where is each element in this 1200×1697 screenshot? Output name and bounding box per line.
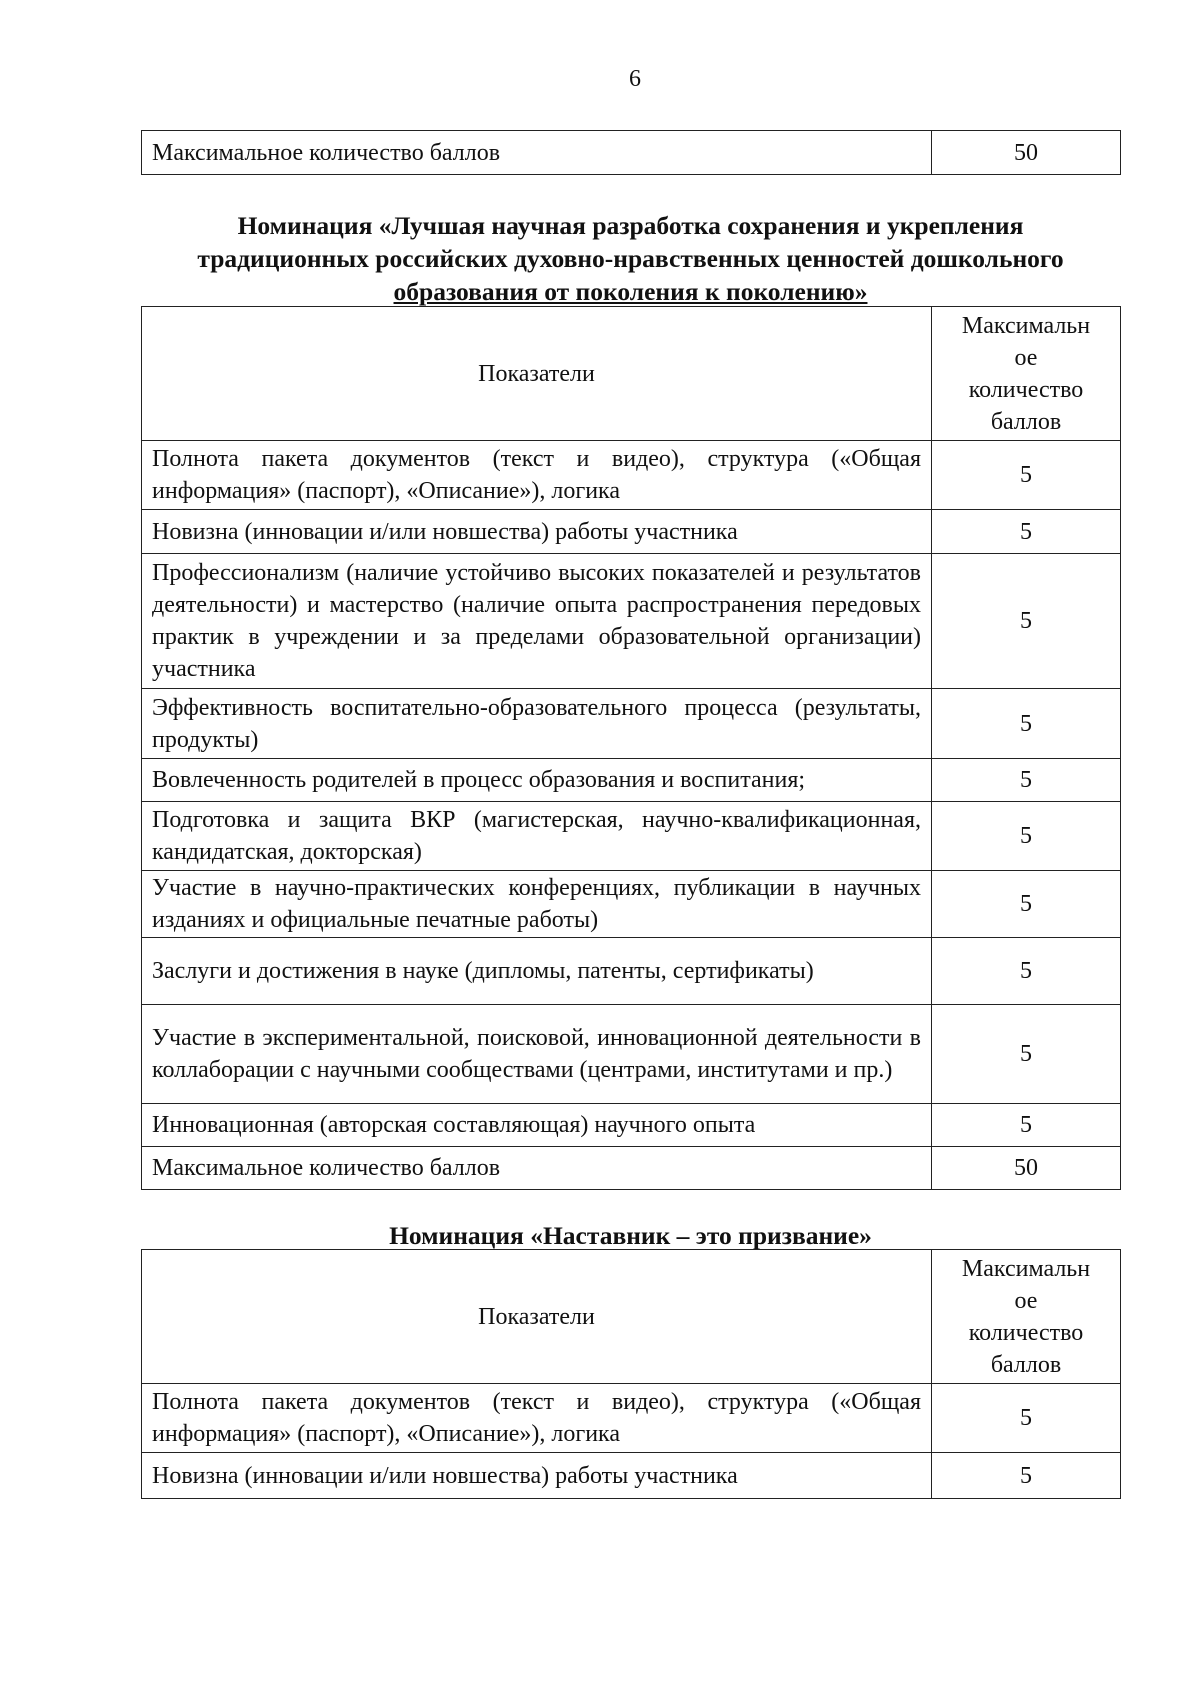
table-row [142, 938, 1121, 1005]
column-header-max-score [932, 307, 1121, 441]
title-line-wrap [141, 275, 1120, 308]
row-value: 5 [932, 938, 1121, 1005]
table-row [142, 554, 1121, 689]
header-line: Максимальн [961, 1255, 1091, 1282]
header-line: Максимальн [961, 312, 1091, 339]
row-value: 5 [932, 871, 1121, 938]
row-text: Новизна (инновации и/или новшества) работы участника [142, 510, 932, 554]
table-row [142, 1005, 1121, 1104]
row-text: Инновационная (авторская составляющая) научного опыта [142, 1104, 932, 1147]
row-text: Новизна (инновации и/или новшества) работы участника [142, 1453, 932, 1499]
row-text: Максимальное количество баллов [142, 1147, 932, 1190]
top-score-table [141, 130, 1121, 175]
row-value: 5 [932, 759, 1121, 802]
row-label: Максимальное количество баллов [142, 131, 932, 175]
row-text: Эффективность воспитательно-образовательного процесса (результаты, продукты) [142, 689, 932, 759]
table-row [142, 1147, 1121, 1190]
table-row [142, 131, 1121, 175]
row-value: 50 [932, 1147, 1121, 1190]
header-line: количество [968, 376, 1084, 403]
table-row [142, 1104, 1121, 1147]
header-line: ое [1014, 344, 1038, 371]
title-line: традиционных российских духовно-нравственных ценностей дошкольного [197, 244, 1064, 273]
title-line: Номинация «Наставник – это призвание» [389, 1221, 872, 1250]
row-text: Профессионализм (наличие устойчиво высоких показателей и результатов деятельности) и мастерство (наличие опыта распространения передовых практик в учреждении и за пределами образовательной организации) участника [142, 554, 932, 689]
row-text: Подготовка и защита ВКР (магистерская, научно-квалификационная, кандидатская, докторская) [142, 802, 932, 871]
table-header-row [142, 307, 1121, 441]
table-row [142, 1384, 1121, 1453]
row-text: Полнота пакета документов (текст и видео), структура («Общая информация» (паспорт), «Описание»), логика [142, 441, 932, 510]
title-line: Номинация «Лучшая научная разработка сохранения и укрепления [237, 211, 1024, 240]
table-row [142, 689, 1121, 759]
column-header-max-score [932, 1250, 1121, 1384]
nomination-1-title [141, 209, 1120, 308]
row-value: 5 [932, 1453, 1121, 1499]
row-text: Участие в экспериментальной, поисковой, инновационной деятельности в коллаборации с научными сообществами (центрами, институтами и пр.) [142, 1005, 932, 1104]
table-row [142, 510, 1121, 554]
row-value: 5 [932, 1005, 1121, 1104]
row-value: 50 [932, 131, 1121, 175]
column-header-indicators: Показатели [142, 307, 932, 441]
nomination-2-table [141, 1249, 1121, 1499]
row-value: 5 [932, 510, 1121, 554]
row-value: 5 [932, 554, 1121, 689]
table-row [142, 759, 1121, 802]
row-value: 5 [932, 1384, 1121, 1453]
column-header-indicators: Показатели [142, 1250, 932, 1384]
table-row [142, 1453, 1121, 1499]
table-row [142, 871, 1121, 938]
header-line: баллов [990, 408, 1062, 435]
row-text: Заслуги и достижения в науке (дипломы, патенты, сертификаты) [142, 938, 932, 1005]
header-line: баллов [990, 1351, 1062, 1378]
page-number: 6 [629, 66, 641, 92]
nomination-2-title [141, 1219, 1120, 1252]
nomination-1-table [141, 306, 1121, 1190]
header-line: количество [968, 1319, 1084, 1346]
row-value: 5 [932, 441, 1121, 510]
row-text: Участие в научно-практических конференциях, публикации в научных изданиях и официальные печатные работы) [142, 871, 932, 938]
table-header-row [142, 1250, 1121, 1384]
row-value: 5 [932, 1104, 1121, 1147]
title-line: образования от поколения к поколению» [393, 277, 868, 306]
row-value: 5 [932, 802, 1121, 871]
table-row [142, 802, 1121, 871]
row-text: Вовлеченность родителей в процесс образования и воспитания; [142, 759, 932, 802]
row-text: Полнота пакета документов (текст и видео), структура («Общая информация» (паспорт), «Описание»), логика [142, 1384, 932, 1453]
header-line: ое [1014, 1287, 1038, 1314]
row-value: 5 [932, 689, 1121, 759]
table-row [142, 441, 1121, 510]
